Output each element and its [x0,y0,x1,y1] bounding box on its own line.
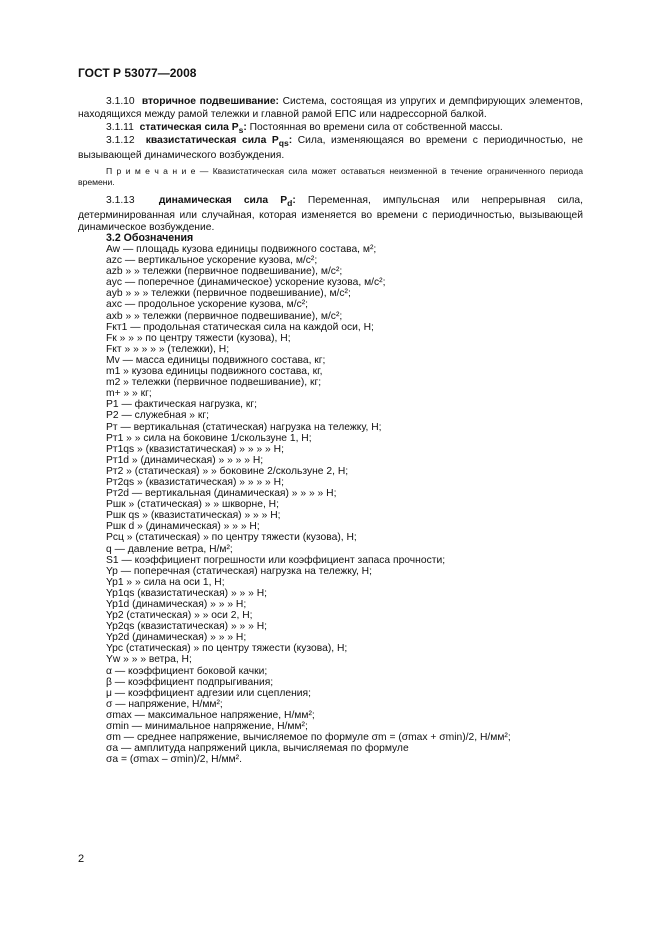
symbol-line: Pт1qs » (квазистатическая) » » » » Н; [106,443,284,455]
definition-text: Сила, изменяющаяся во времени с периодичностью, не вызывающей динамического возбуждения. [78,135,583,161]
symbol-line: Pсц » (статическая) » по центру тяжести (кузова), Н; [106,532,357,544]
symbol-line: β — коэффициент подпрыгивания; [106,676,274,688]
term-colon: : [288,135,293,146]
symbol-line: σa = (σmax – σmin)/2, Н/мм². [106,754,242,766]
symbols-list [106,244,595,765]
symbol-line: σm — среднее напряжение, вычисляемое по формуле σm = (σmax + σmin)/2, Н/мм²; [106,732,511,744]
paragraph-3-1-12 [78,135,583,162]
symbol-line: μ — коэффициент адгезии или сцепления; [106,687,311,699]
term: вторичное подвешивание: [141,96,279,107]
symbol-line: σmin — минимальное напряжение, Н/мм²; [106,721,308,733]
symbol-line: axb » » тележки (первичное подвешивание), м/с²; [106,310,343,322]
symbol-line: Ypc (статическая) » по центру тяжести (кузова), Н; [106,643,348,655]
symbol-line: Fк » » » по центру тяжести (кузова), Н; [106,332,291,344]
symbol-line: azc — вертикальное ускорение кузова, м/с²; [106,255,318,267]
symbol-line: Pт1 » » сила на боковине 1/скользуне 1, Н; [106,432,312,444]
term-subscript: s [238,125,244,136]
term-colon: : [243,122,247,133]
clause-number: 3.1.13 [106,195,135,206]
symbol-line: σa — амплитуда напряжений цикла, вычисляемая по формуле [106,743,409,755]
clause-number: 3.1.10 [106,96,135,107]
symbol-line: axc — продольное ускорение кузова, м/с²; [106,299,309,311]
page-number: 2 [78,853,85,865]
definition-text: Переменная, импульсная или непрерывная сила, детерминированная или случайная, которая изменяется во времени с периодичностью, вызывающей динамическое возбуждение. [78,195,583,234]
symbol-line: P2 — служебная » кг; [106,410,209,422]
symbol-line: Pшк d » (динамическая) » » » Н; [106,521,260,533]
symbol-line: Yp — поперечная (статическая) нагрузка на тележку, Н; [106,565,372,577]
term-subscript: qs [278,138,289,149]
symbol-line: Mv — масса единицы подвижного состава, кг; [106,354,326,366]
document-header: ГОСТ Р 53077—2008 [78,66,197,80]
term-subscript: d [287,198,293,209]
symbol-line: Fкт » » » » » (тележки), Н; [106,343,230,355]
symbol-line: Yp2d (динамическая) » » » Н; [106,632,247,644]
note: П р и м е ч а н и е — Квазистатическая сила может оставаться неизменной в течение ограниченного периода времени. [78,166,583,188]
symbol-line: Pт — вертикальная (статическая) нагрузка на тележку, Н; [106,421,382,433]
definition-text: Система, состоящая из упругих и демпфирующих элементов, находящихся между рамой тележки и главной рамой ЕПС или надрессорной балкой. [78,96,583,120]
symbol-line: m1 » кузова единицы подвижного состава, кг, [106,366,323,378]
symbol-line: α — коэффициент боковой качки; [106,665,268,677]
symbol-line: S1 — коэффициент погрешности или коэффициент запаса прочности; [106,554,446,566]
symbol-line: Pт2qs » (квазистатическая) » » » » Н; [106,476,284,488]
symbol-line: Pшк » (статическая) » » шкворне, Н; [106,499,279,511]
symbol-line: ayc — поперечное (динамическое) ускорение кузова, м/с²; [106,277,386,289]
symbol-line: Yp2 (статическая) » » оси 2, Н; [106,610,253,622]
symbol-line: Yw » » » ветра, Н; [106,654,192,666]
term: динамическая сила P [158,195,288,206]
symbol-line: Yp1qs (квазистатическая) » » » Н; [106,587,268,599]
symbol-line: ayb » » » тележки (первичное подвешивание), м/с²; [106,288,351,300]
symbol-line: Fкт1 — продольная статическая сила на каждой оси, Н; [106,321,374,333]
symbol-line: Pт2 » (статическая) » » боковине 2/скользуне 2, Н; [106,465,349,477]
clause-number: 3.1.11 [106,122,134,133]
term: статическая сила P [139,122,239,133]
paragraph-3-1-10 [78,96,583,121]
symbol-line: q — давление ветра, Н/м²; [106,543,233,555]
symbol-line: Pт2d — вертикальная (динамическая) » » » » Н; [106,488,337,500]
symbol-line: azb » » тележки (первичное подвешивание), м/с²; [106,266,343,278]
symbol-line: σ — напряжение, Н/мм²; [106,698,223,710]
symbol-line: m+ » » кг; [106,388,152,400]
paragraph-3-1-13 [78,195,583,235]
clause-number: 3.1.12 [106,135,135,146]
section-title: 3.2 Обозначения [106,232,194,244]
term-colon: : [292,195,296,206]
symbol-line: Yp2qs (квазистатическая) » » » Н; [106,621,268,633]
symbol-line: σmax — максимальное напряжение, Н/мм²; [106,709,315,721]
symbol-line: m2 » тележки (первичное подвешивание), кг; [106,377,322,389]
definition-text: Постоянная во времени сила от собственной массы. [246,122,503,133]
symbol-line: Yp1 » » сила на оси 1, Н; [106,576,225,588]
symbol-line: Yp1d (динамическая) » » » Н; [106,599,247,610]
symbol-line: Pт1d » (динамическая) » » » » Н; [106,454,264,466]
symbol-line: P1 — фактическая нагрузка, кг; [106,399,257,411]
symbol-line: Pшк qs » (квазистатическая) » » » Н; [106,510,281,522]
term: квазистатическая сила P [145,135,279,146]
symbol-line: Aw — площадь кузова единицы подвижного состава, м²; [106,244,377,255]
